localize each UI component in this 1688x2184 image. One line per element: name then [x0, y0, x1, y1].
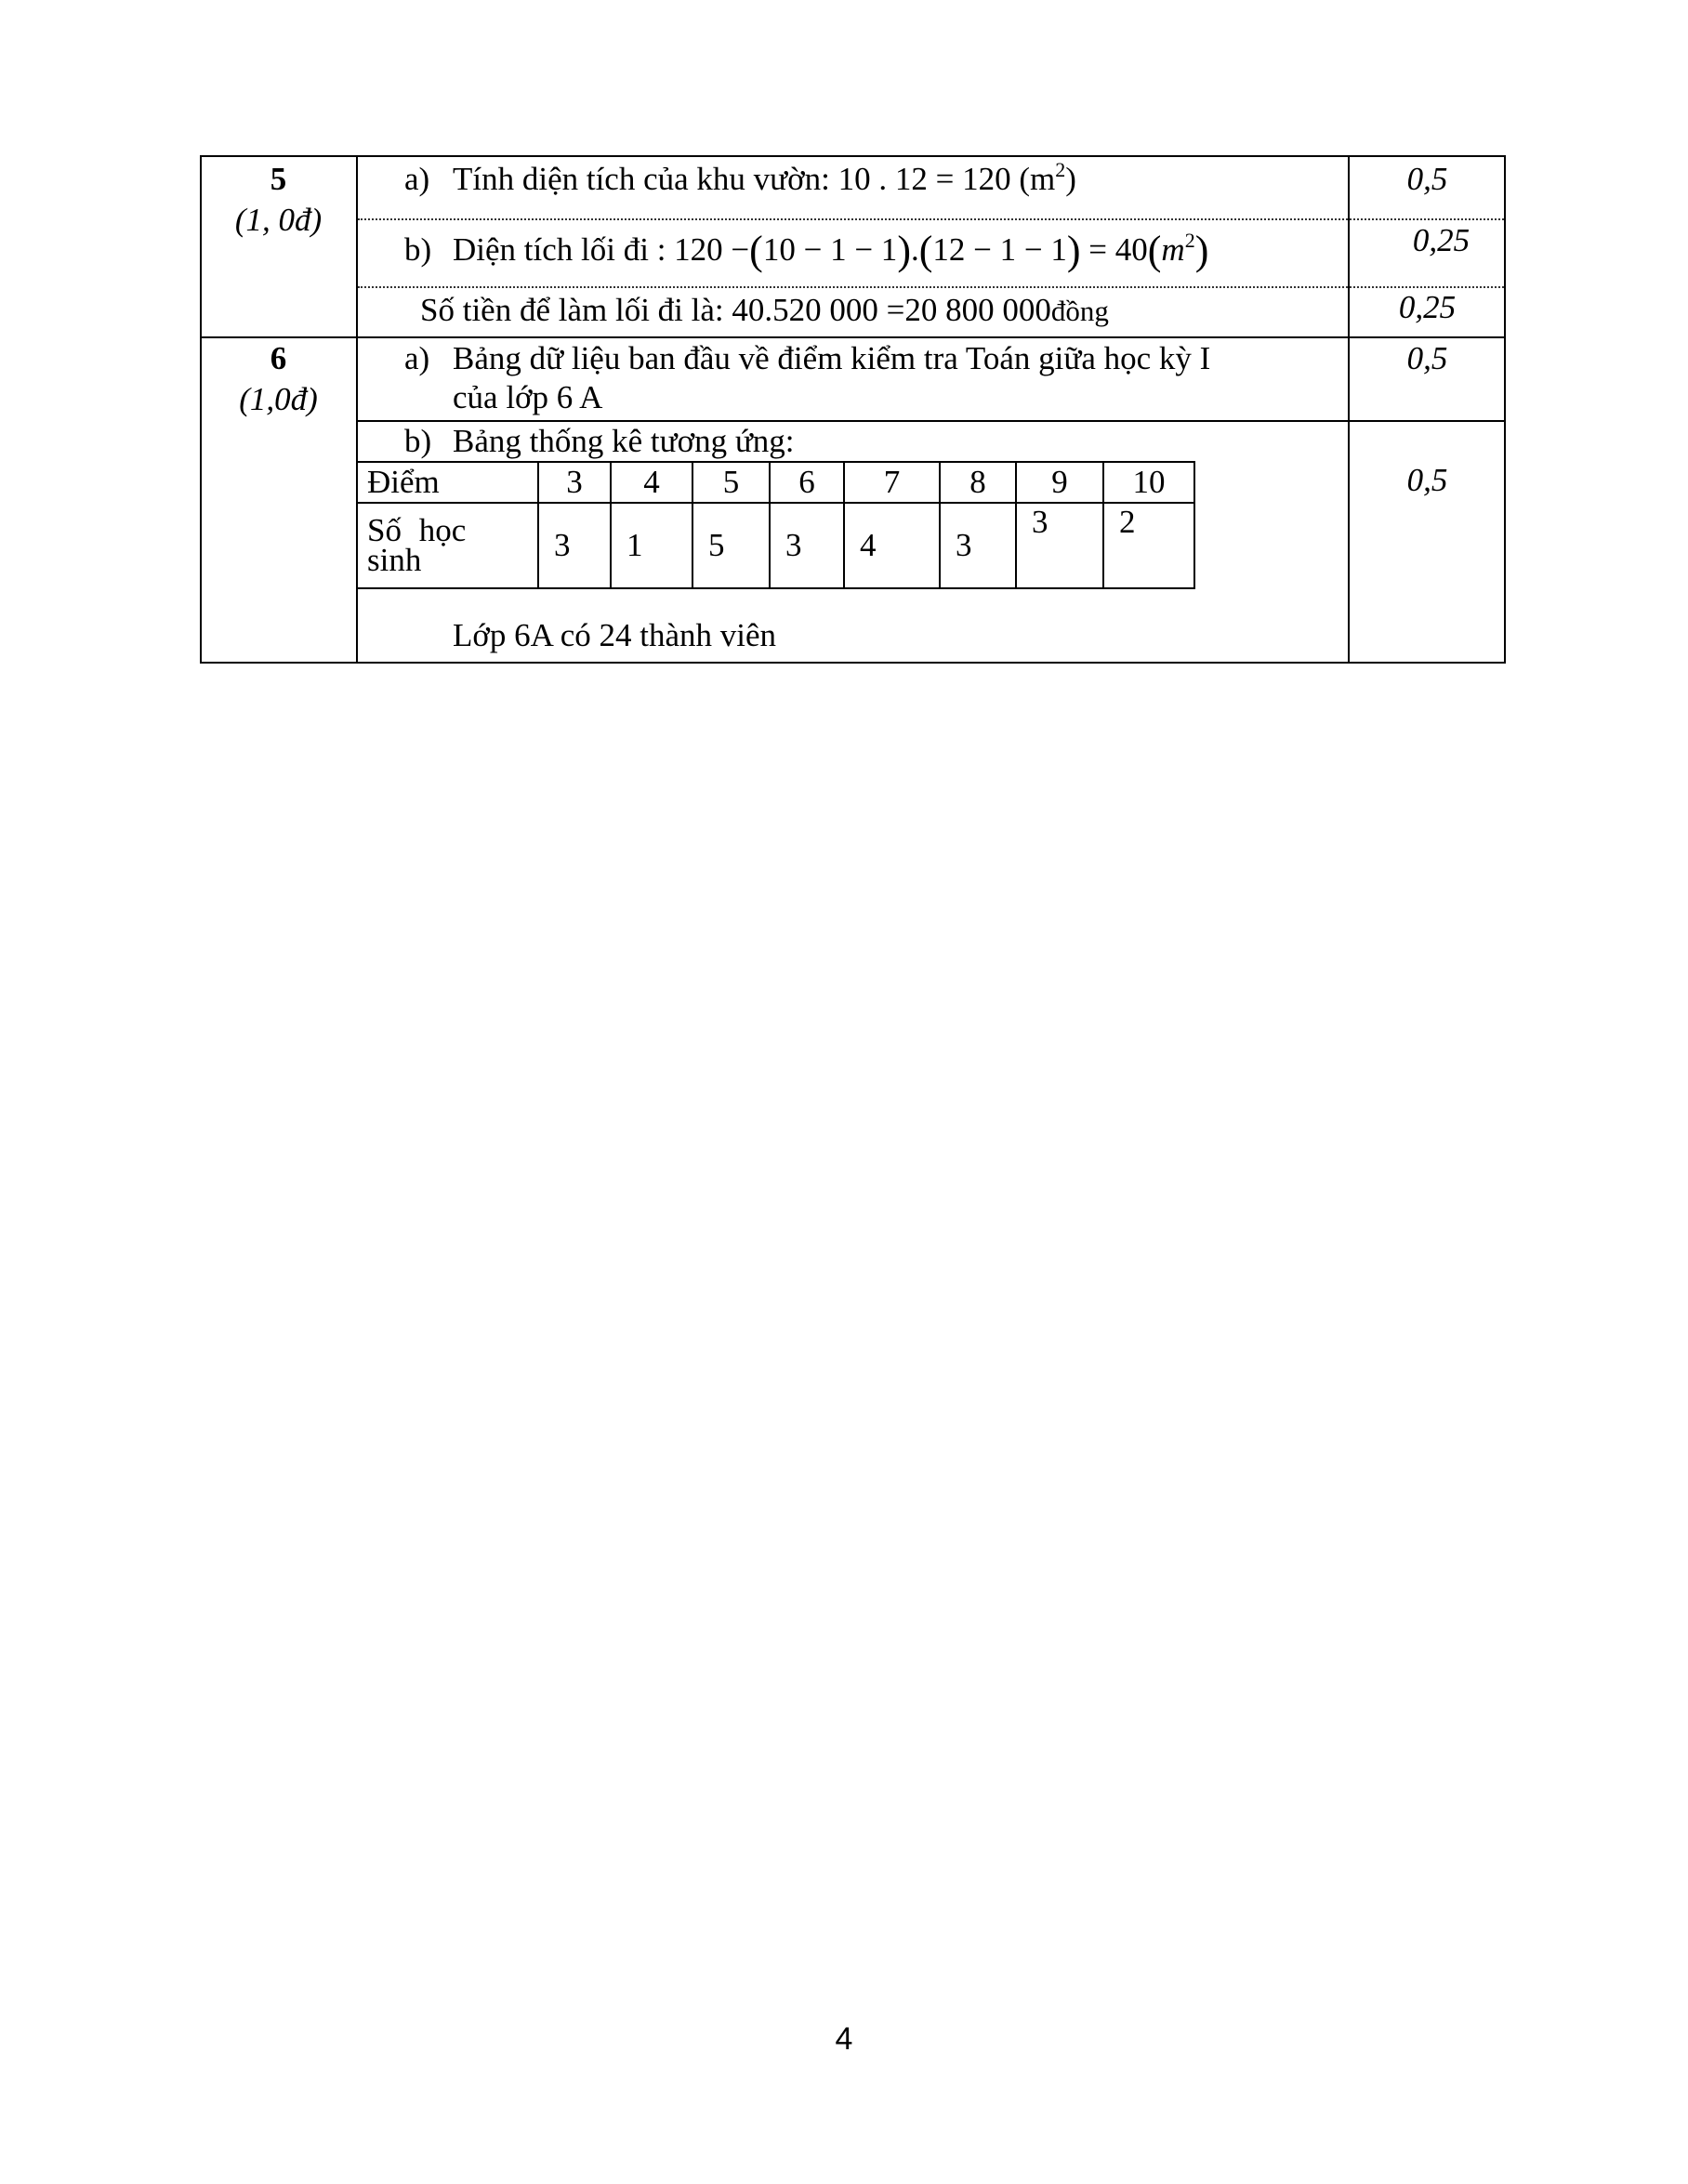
question-number: 6: [270, 340, 287, 376]
answer-tail: ): [1065, 161, 1076, 197]
count-cell: 3: [1016, 503, 1103, 588]
math-expression: $120 -(10 - 1 - 1).(12 - 1 - 1) = 40(m^2)$: [674, 228, 1209, 273]
answer-text: Bảng dữ liệu ban đầu về điểm kiểm tra Toán giữa học kỳ I: [453, 340, 1211, 376]
score-cell: 6: [770, 462, 844, 503]
part-prefix: a): [404, 340, 430, 376]
answer-text: Số tiền để làm lối đi là:: [420, 292, 724, 328]
score-cell: 9: [1016, 462, 1103, 503]
score-5-cost: 0,25: [1398, 289, 1457, 325]
math-expression: 40.520 000 =20 800 000: [732, 292, 1051, 328]
score-5a: 0,5: [1406, 161, 1448, 197]
expr-part: .: [910, 231, 919, 268]
score-cell: 3: [538, 462, 611, 503]
question-points: (1, 0đ): [234, 202, 323, 238]
row-divider: [202, 336, 1504, 338]
answer-tail: đồng: [1050, 295, 1109, 327]
expr-unit: m: [1161, 231, 1185, 268]
answer-5a: [404, 160, 1076, 199]
dotted-divider: [358, 218, 1504, 220]
row-header: Số học sinh: [357, 503, 538, 588]
dotted-divider: [358, 286, 1504, 288]
superscript: 2: [1055, 158, 1066, 181]
answer-6b: [404, 422, 795, 461]
count-cell: 3: [940, 503, 1016, 588]
score-cell: 7: [844, 462, 940, 503]
part-prefix: a): [404, 161, 430, 197]
answer-text: Diện tích lối đi :: [453, 231, 666, 268]
count-cell: 3: [770, 503, 844, 588]
page-number: 4: [835, 2021, 853, 2057]
answer-text: Bảng thống kê tương ứng:: [453, 423, 795, 459]
score-cell: 5: [692, 462, 770, 503]
expr-part: 120 −: [674, 231, 750, 268]
statistics-table: [356, 461, 1195, 589]
part-prefix: b): [404, 423, 432, 459]
question-number: 5: [270, 161, 287, 197]
score-cell: 10: [1103, 462, 1194, 503]
count-row: [357, 503, 1194, 588]
score-6a: 0,5: [1406, 340, 1448, 376]
superscript: 2: [1184, 229, 1195, 252]
count-cell: 2: [1103, 503, 1194, 588]
count-cell: 4: [844, 503, 940, 588]
question-points: (1,0đ): [239, 381, 318, 417]
count-cell: 5: [692, 503, 770, 588]
score-cell: 8: [940, 462, 1016, 503]
conclusion-text: Lớp 6A có 24 thành viên: [453, 617, 777, 653]
column-divider: [1348, 157, 1350, 662]
score-5b: 0,25: [1412, 222, 1470, 258]
count-cell: 3: [538, 503, 611, 588]
answer-6a-line2: của lớp 6 A: [453, 379, 603, 415]
answer-text: Tính diện tích của khu vườn: 10 . 12 = 120 (m: [453, 161, 1056, 197]
answer-5b: [404, 228, 1209, 273]
row-header: Điểm: [357, 462, 538, 503]
expr-part: = 40: [1088, 231, 1148, 268]
answer-6a-line1: [404, 339, 1210, 378]
count-cell: 1: [611, 503, 692, 588]
score-cell: 4: [611, 462, 692, 503]
score-row: [357, 462, 1194, 503]
score-6b: 0,5: [1406, 462, 1448, 498]
answer-5-cost: [420, 291, 1109, 331]
part-prefix: b): [404, 231, 432, 268]
expr-part: 10 − 1 − 1: [762, 231, 898, 268]
expr-part: 12 − 1 − 1: [932, 231, 1067, 268]
